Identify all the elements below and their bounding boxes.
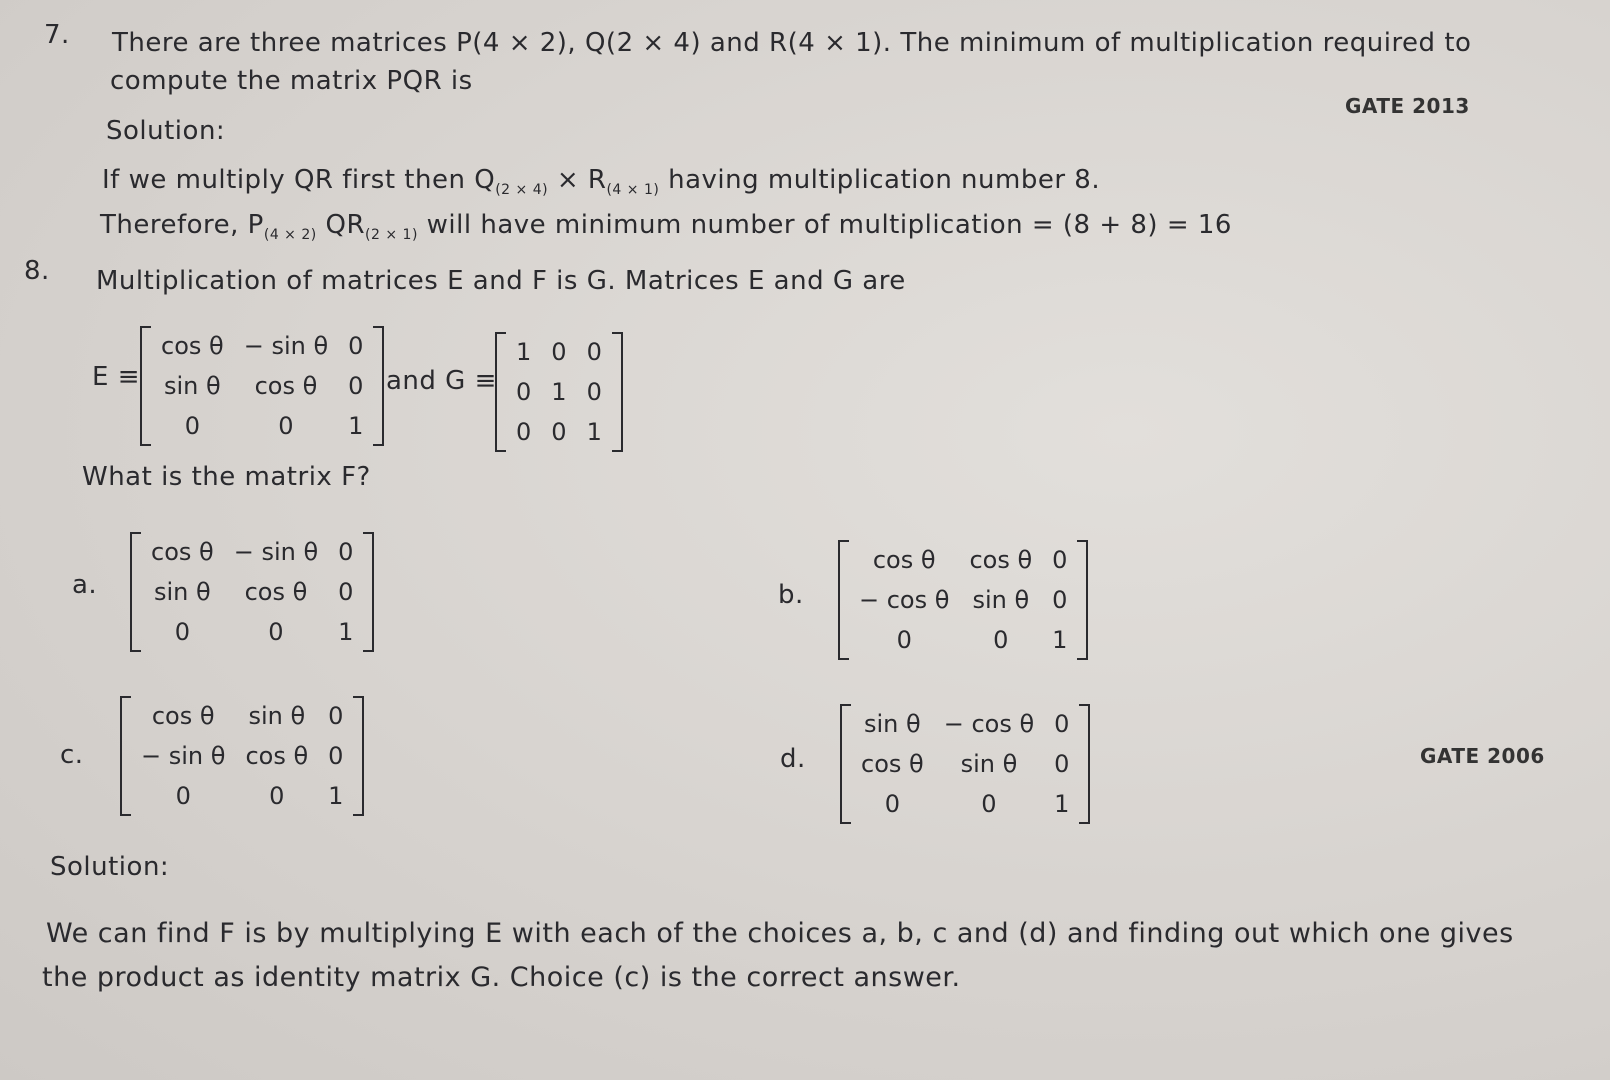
option-d-matrix	[840, 704, 1090, 824]
matrix-cell: − sin θ	[233, 538, 319, 566]
matrix-cell: 1	[1052, 626, 1068, 654]
matrix-cell: 1	[516, 338, 532, 366]
option-c-matrix	[120, 696, 364, 816]
matrix-e	[140, 326, 384, 446]
option-b-matrix	[838, 540, 1088, 660]
question-8-prompt: What is the matrix F?	[82, 462, 371, 492]
matrix-cell: 1	[551, 378, 567, 406]
matrix-cell: cos θ	[969, 546, 1033, 574]
option-b-label: b.	[778, 580, 804, 610]
question-8-solution-line2: the product as identity matrix G. Choice (c) is the correct answer.	[42, 962, 961, 993]
matrix-cell: 0	[268, 618, 284, 646]
matrix-cell: 0	[516, 378, 532, 406]
matrix-cell: cos θ	[151, 702, 215, 730]
question-7-number: 7.	[44, 20, 70, 50]
matrix-cell: 1	[348, 412, 364, 440]
matrix-cell: 0	[586, 338, 602, 366]
matrix-cell: cos θ	[161, 332, 224, 360]
matrix-cell: 0	[1054, 750, 1070, 778]
sol2-text-b: QR	[316, 210, 366, 240]
sol1-text-b: × R	[548, 165, 607, 195]
question-7-text-line1: There are three matrices P(4 × 2), Q(2 × 4) and R(4 × 1). The minimum of multiplication required to	[112, 28, 1472, 58]
sol2-subscript-p: (4 × 2)	[263, 227, 317, 243]
matrix-cell: sin θ	[972, 586, 1030, 614]
option-d-label: d.	[780, 744, 806, 774]
right-bracket	[363, 532, 374, 652]
matrix-cell: 0	[993, 626, 1009, 654]
matrix-e-label: E ≡	[92, 362, 140, 392]
sol2-text-c: will have minimum number of multiplication = (8 + 8) = 16	[417, 210, 1232, 240]
matrix-cell: 0	[278, 412, 294, 440]
matrix-cell: 0	[1052, 586, 1068, 614]
matrix-cell: cos θ	[244, 578, 308, 606]
right-bracket	[612, 332, 623, 452]
sol1-subscript-q: (2 × 4)	[495, 182, 549, 198]
matrix-cell: 1	[1054, 790, 1070, 818]
question-8-solution-line1: We can find F is by multiplying E with each of the choices a, b, c and (d) and finding out which one gives	[46, 918, 1514, 949]
right-bracket	[1079, 704, 1090, 824]
matrix-cell: 0	[1052, 546, 1068, 574]
sol1-text-c: having multiplication number 8.	[659, 165, 1101, 195]
matrix-cell: 0	[551, 338, 567, 366]
option-c-label: c.	[60, 740, 84, 770]
matrix-cell: 0	[338, 578, 354, 606]
sol2-subscript-qr: (2 × 1)	[365, 227, 418, 243]
matrix-cell: 0	[884, 790, 900, 818]
matrix-cell: 1	[338, 618, 354, 646]
matrix-cell: 0	[1054, 710, 1070, 738]
left-bracket	[140, 326, 151, 446]
matrix-cell: 0	[896, 626, 912, 654]
matrix-cell: 0	[516, 418, 532, 446]
matrix-cell: cos θ	[872, 546, 936, 574]
matrix-cell: 0	[338, 538, 354, 566]
matrix-cell: 0	[586, 378, 602, 406]
matrix-cell: − sin θ	[243, 332, 329, 360]
matrix-cell: sin θ	[864, 710, 921, 738]
matrix-cell: 0	[328, 702, 344, 730]
sol1-subscript-r: (4 × 1)	[606, 182, 660, 198]
option-a-label: a.	[72, 570, 98, 600]
matrix-cell: − cos θ	[859, 586, 950, 614]
matrix-cell: cos θ	[254, 372, 318, 400]
question-7-text-line2: compute the matrix PQR is	[110, 66, 473, 96]
question-8-solution-label: Solution:	[50, 852, 170, 882]
matrix-cell: sin θ	[248, 702, 306, 730]
option-a-matrix	[130, 532, 374, 652]
matrix-cell: 0	[269, 782, 285, 810]
matrix-cell: 0	[981, 790, 997, 818]
left-bracket	[120, 696, 131, 816]
matrix-cell: 1	[586, 418, 602, 446]
matrix-cell: − cos θ	[943, 710, 1035, 738]
matrix-cell: − sin θ	[141, 742, 226, 770]
matrix-cell: cos θ	[861, 750, 924, 778]
question-8-text: Multiplication of matrices E and F is G. Matrices E and G are	[96, 266, 906, 296]
right-bracket	[353, 696, 364, 816]
matrix-cell: 0	[174, 618, 190, 646]
question-8-number: 8.	[24, 256, 50, 286]
gate-2013-label: GATE 2013	[1345, 94, 1470, 118]
question-7-solution-line2	[100, 210, 1232, 243]
matrix-cell: 0	[348, 372, 364, 400]
matrix-g	[495, 332, 623, 452]
matrix-cell: 0	[348, 332, 364, 360]
matrix-cell: 0	[551, 418, 567, 446]
matrix-cell: 0	[184, 412, 200, 440]
matrix-cell: sin θ	[154, 578, 211, 606]
sol2-text-a: Therefore, P	[100, 210, 264, 240]
matrix-cell: 0	[175, 782, 191, 810]
matrix-cell: 0	[328, 742, 344, 770]
left-bracket	[840, 704, 851, 824]
left-bracket	[838, 540, 849, 660]
gate-2006-label: GATE 2006	[1420, 744, 1545, 768]
matrix-cell: sin θ	[960, 750, 1018, 778]
matrix-cell: cos θ	[245, 742, 309, 770]
question-7-solution-label: Solution:	[106, 116, 226, 146]
question-7-solution-line1	[102, 165, 1100, 198]
right-bracket	[1077, 540, 1088, 660]
matrix-cell: 1	[328, 782, 344, 810]
sol1-text-a: If we multiply QR first then Q	[102, 165, 496, 195]
right-bracket	[373, 326, 384, 446]
left-bracket	[130, 532, 141, 652]
matrix-cell: cos θ	[151, 538, 214, 566]
matrix-cell: sin θ	[164, 372, 221, 400]
and-g-label: and G ≡	[386, 366, 497, 396]
left-bracket	[495, 332, 506, 452]
